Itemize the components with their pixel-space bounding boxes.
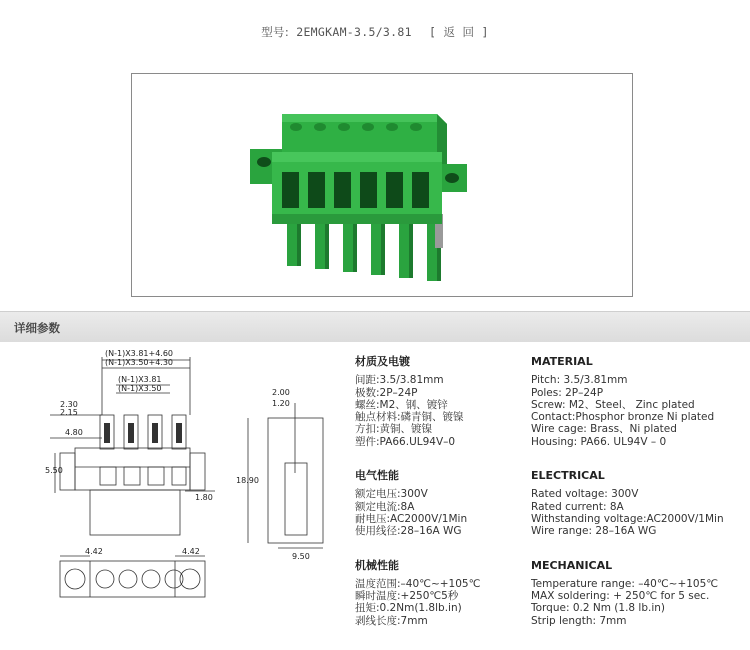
cn-material-row: 极数:2P–24P: [355, 386, 418, 399]
dim-phi-120: 1.20: [272, 399, 290, 408]
en-electrical-row: Withstanding voltage:AC2000V/1Min: [531, 512, 724, 525]
en-electrical-row: Rated voltage: 300V: [531, 488, 639, 501]
cn-electrical-row: 额定电压:300V: [355, 488, 428, 501]
product-title-line: [0, 24, 750, 40]
en-mechanical-row: Strip length: 7mm: [531, 614, 627, 627]
en-material-row: Housing: PA66. UL94V – 0: [531, 435, 667, 448]
dim-pitch-350: (N-1)X3.50: [118, 384, 162, 393]
dim-230: 2.30: [60, 400, 78, 409]
en-material-row: Poles: 2P–24P: [531, 386, 604, 399]
en-electrical-row: Rated current: 8A: [531, 500, 624, 513]
connector-photo: [132, 74, 632, 296]
en-material-row: Pitch: 3.5/3.81mm: [531, 374, 628, 387]
en-material-row: Wire cage: Brass、Ni plated: [531, 423, 677, 436]
dim-1890: 18.90: [236, 476, 259, 485]
cn-electrical-title: 电气性能: [355, 469, 399, 483]
en-electrical-title: ELECTRICAL: [531, 469, 605, 483]
section-title: 详细参数: [14, 321, 60, 335]
product-photo-frame: [131, 73, 633, 297]
dim-phi-200: 2.00: [272, 388, 290, 397]
en-mechanical-title: MECHANICAL: [531, 558, 613, 572]
cn-mechanical-row: 温度范围:–40℃~+105℃: [355, 577, 481, 590]
dim-215: 2.15: [60, 408, 78, 417]
dim-442-left: 4.42: [85, 547, 103, 556]
front-view-body: [75, 448, 190, 490]
model-value: 2EMGKAM-3.5/3.81: [296, 25, 412, 39]
dim-550: 5.50: [45, 466, 63, 475]
dim-442-right: 4.42: [182, 547, 200, 556]
cn-material-row: 触点材料:磷青铜、镀镍: [355, 411, 464, 424]
en-electrical-row: Wire range: 28–16A WG: [531, 525, 657, 538]
dim-overall-381: (N-1)X3.81+4.60: [105, 349, 174, 358]
model-label: 型号:: [261, 25, 289, 39]
specs-cn-column: [355, 356, 480, 627]
side-view-body: [268, 418, 323, 543]
dim-480: 4.80: [65, 428, 83, 437]
cn-electrical-row: 使用线径:28–16A WG: [355, 525, 462, 538]
technical-drawing: [30, 343, 330, 643]
cn-material-row: 螺丝:M2、钢、镀锌: [355, 398, 448, 411]
dim-950: 9.50: [292, 552, 310, 561]
en-mechanical-row: Temperature range: –40℃~+105℃: [531, 577, 719, 590]
cn-mechanical-row: 剥线长度:7mm: [355, 614, 428, 627]
cn-material-row: 方扣:黄铜、镀镍: [355, 423, 433, 436]
cn-mechanical-row: 扭矩:0.2Nm(1.8lb.in): [355, 602, 462, 615]
cn-material-row: 间距:3.5/3.81mm: [355, 374, 444, 387]
dim-pitch-381: (N-1)X3.81: [118, 375, 162, 384]
en-mechanical-row: Torque: 0.2 Nm (1.8 lb.in): [531, 602, 666, 615]
en-material-row: Screw: M2、Steel、 Zinc plated: [531, 398, 695, 411]
specs-en-column: [531, 356, 724, 627]
cn-material-row: 塑件:PA66.UL94V–0: [355, 435, 456, 448]
cn-material-title: 材质及电镀: [355, 355, 410, 368]
section-header-bar: [0, 311, 750, 342]
cn-electrical-row: 额定电流:8A: [355, 500, 415, 513]
en-material-row: Contact:Phosphor bronze Ni plated: [531, 411, 715, 424]
cn-mechanical-row: 瞬时温度:+250℃5秒: [355, 590, 459, 603]
cn-mechanical-title: 机械性能: [355, 558, 399, 572]
dim-overall-350: (N-1)X3.50+4.30: [105, 358, 174, 367]
en-mechanical-row: MAX soldering: + 250℃ for 5 sec.: [531, 590, 710, 603]
dim-180: 1.80: [195, 493, 213, 502]
en-material-title: MATERIAL: [531, 355, 593, 368]
back-link[interactable]: [ 返 回 ]: [429, 25, 489, 39]
cn-electrical-row: 耐电压:AC2000V/1Min: [355, 512, 468, 525]
